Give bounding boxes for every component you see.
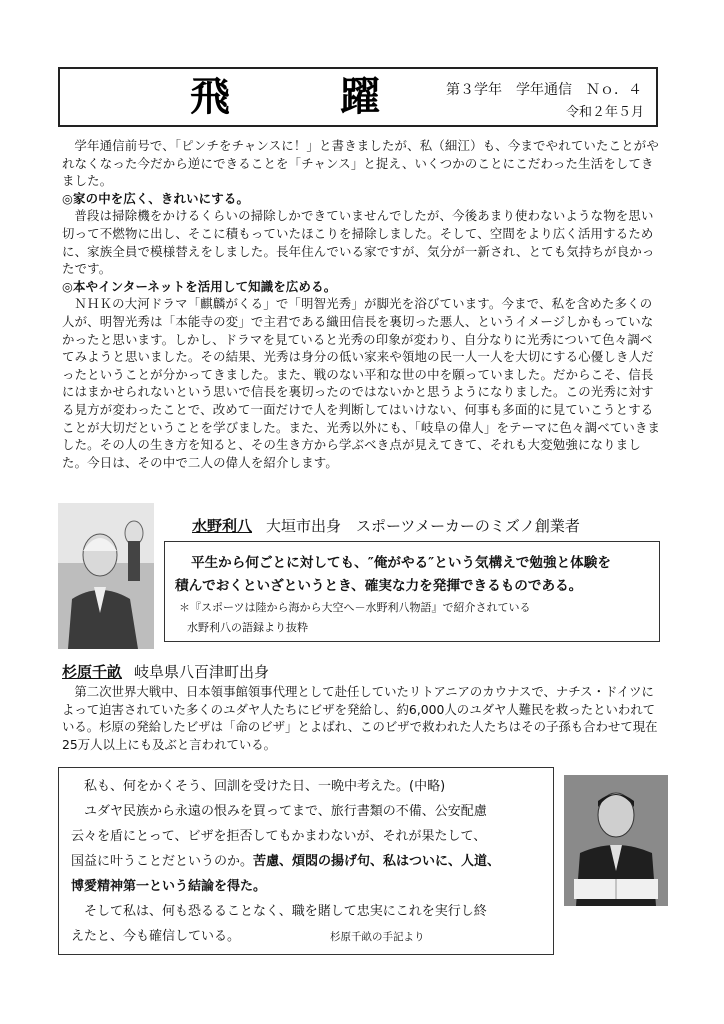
- mizuno-photo: [58, 503, 154, 649]
- sugihara-paragraph: 第二次世界大戦中、日本領事館領事代理として赴任していたリトアニアのカウナスで、ナチス・ドイツによって迫害されていた多くのユダヤ人たちにビザを発給し、約6,000人のユダヤ人難民を救ったといわれている。杉原の発給したビザは「命のビザ」とよばれ、このビザで救われた人たちはその子孫も合わせて現在25万人以上にも及ぶと言われている。: [62, 684, 658, 752]
- sugihara-quote-line: [71, 774, 549, 799]
- quote-text: そして私は、何も恐るることなく、職を賭して忠実にこれを実行し終: [84, 904, 487, 919]
- section-heading-knowledge: ◎本やインターネットを活用して知識を広める。: [62, 278, 337, 294]
- home-paragraph: 普段は掃除機をかけるくらいの掃除しかできていませんでしたが、今後あまり使わないような物を思い切って不燃物に出し、そこに積もっていたほこりを掃除しました。そして、空間をより広く活用するために、家族全員で模様替えをしました。長年住んでいる家ですが、気分が一新され、とても気持ちが良かったです。: [62, 208, 655, 277]
- mizuno-name: 水野利八: [192, 517, 253, 535]
- sugihara-quote-line: [71, 899, 549, 924]
- mizuno-quote-line2: 積んでおくといざというとき、確実な力を発揮できるものである。: [175, 578, 583, 594]
- sugihara-quote-line: [71, 799, 549, 824]
- intro-section: [62, 137, 662, 471]
- newsletter-title: 飛躍: [190, 73, 490, 120]
- mizuno-description: 大垣市出身 スポーツメーカーのミズノ創業者: [266, 517, 580, 535]
- mizuno-note-line1: ＊『スポーツは陸から海から大空へ－水野利八物語』で紹介されている: [179, 601, 531, 614]
- mizuno-quote-box: [164, 541, 660, 642]
- issue-date: 令和２年５月: [565, 105, 644, 120]
- quote-text: 私も、何をかくそう、回訓を受けた日、一晩中考えた。(中略): [84, 779, 446, 794]
- issue-number: 第３学年 学年通信 Ｎｏ．４: [446, 82, 642, 98]
- mizuno-heading: [192, 515, 580, 536]
- sugihara-section: [62, 683, 662, 753]
- knowledge-paragraph: ＮＨＫの大河ドラマ「麒麟がくる」で「明智光秀」が脚光を浴びています。今まで、私を含めた多くの人が、明智光秀は「本能寺の変」で主君である織田信長を裏切った悪人、というイメージしかもっていなかったと思います。しかし、ドラマを見ていると光秀の印象が変わり、自分なりに光秀について色々調べてみようと思いました。その結果、光秀は身分の低い家来や領地の民一人一人を大切にする心優しき人だったということが分かってきました。また、戦のない平和な世の中を願っていました。だからこそ、信長にはまかせられないという思いで信長を裏切ったのではないかと思うようになりました。この光秀に対する見方が変わったことで、改めて一面だけで人を判断してはいけない、何事も多面的に見ていこうとすることが大切だということを学びました。また、光秀以外にも、「岐阜の偉人」をテーマに色々調べていきました。その人の生き方を知ると、その生き方から学ぶべき点が見えてきて、それも大変勉強になりました。今日は、その中で二人の偉人を紹介します。: [62, 296, 661, 470]
- quote-text: 国益に叶うことだというのか。: [71, 854, 254, 869]
- portrait-illustration: [58, 503, 154, 649]
- sugihara-quote-box: [58, 767, 554, 955]
- intro-paragraph: 学年通信前号で、「ピンチをチャンスに！」と書きましたが、私（細江）も、今までやれていたことがやれなくなった今だから逆にできることを「チャンス」と捉え、いくつかのことにこだわった生活をしてきました。: [62, 138, 659, 189]
- sugihara-quote-line: [71, 849, 549, 874]
- quote-text: えたと、今も確信している。: [71, 929, 241, 944]
- sugihara-photo: [564, 775, 668, 906]
- sugihara-heading: [62, 661, 269, 682]
- quote-text: 云々を盾にとって、ビザを拒否してもかまわないが、それが果たして、: [71, 829, 487, 844]
- quote-text: ユダヤ民族から永遠の恨みを買ってまで、旅行書類の不備、公安配慮: [84, 804, 487, 819]
- quote-emphasis: 博愛精神第一という結論を得た。: [71, 879, 267, 894]
- section-heading-home: ◎家の中を広く、きれいにする。: [62, 190, 250, 206]
- portrait-illustration: [564, 775, 668, 906]
- quote-source: 杉原千畝の手記より: [330, 931, 425, 943]
- sugihara-quote-line: [71, 874, 549, 899]
- sugihara-name: 杉原千畝: [62, 663, 123, 681]
- sugihara-quote-line: [71, 924, 549, 950]
- mizuno-note-line2: 水野利八の語録より抜粋: [187, 621, 308, 634]
- mizuno-quote-line1: 平生から何ごとに対しても、″俺がやる″という気構えで勉強と体験を: [191, 555, 611, 571]
- header-box: [58, 67, 658, 127]
- sugihara-quote-line: [71, 824, 549, 849]
- sugihara-description: 岐阜県八百津町出身: [134, 663, 270, 681]
- quote-emphasis: 苦慮、煩悶の揚げ句、私はついに、人道、: [253, 854, 501, 869]
